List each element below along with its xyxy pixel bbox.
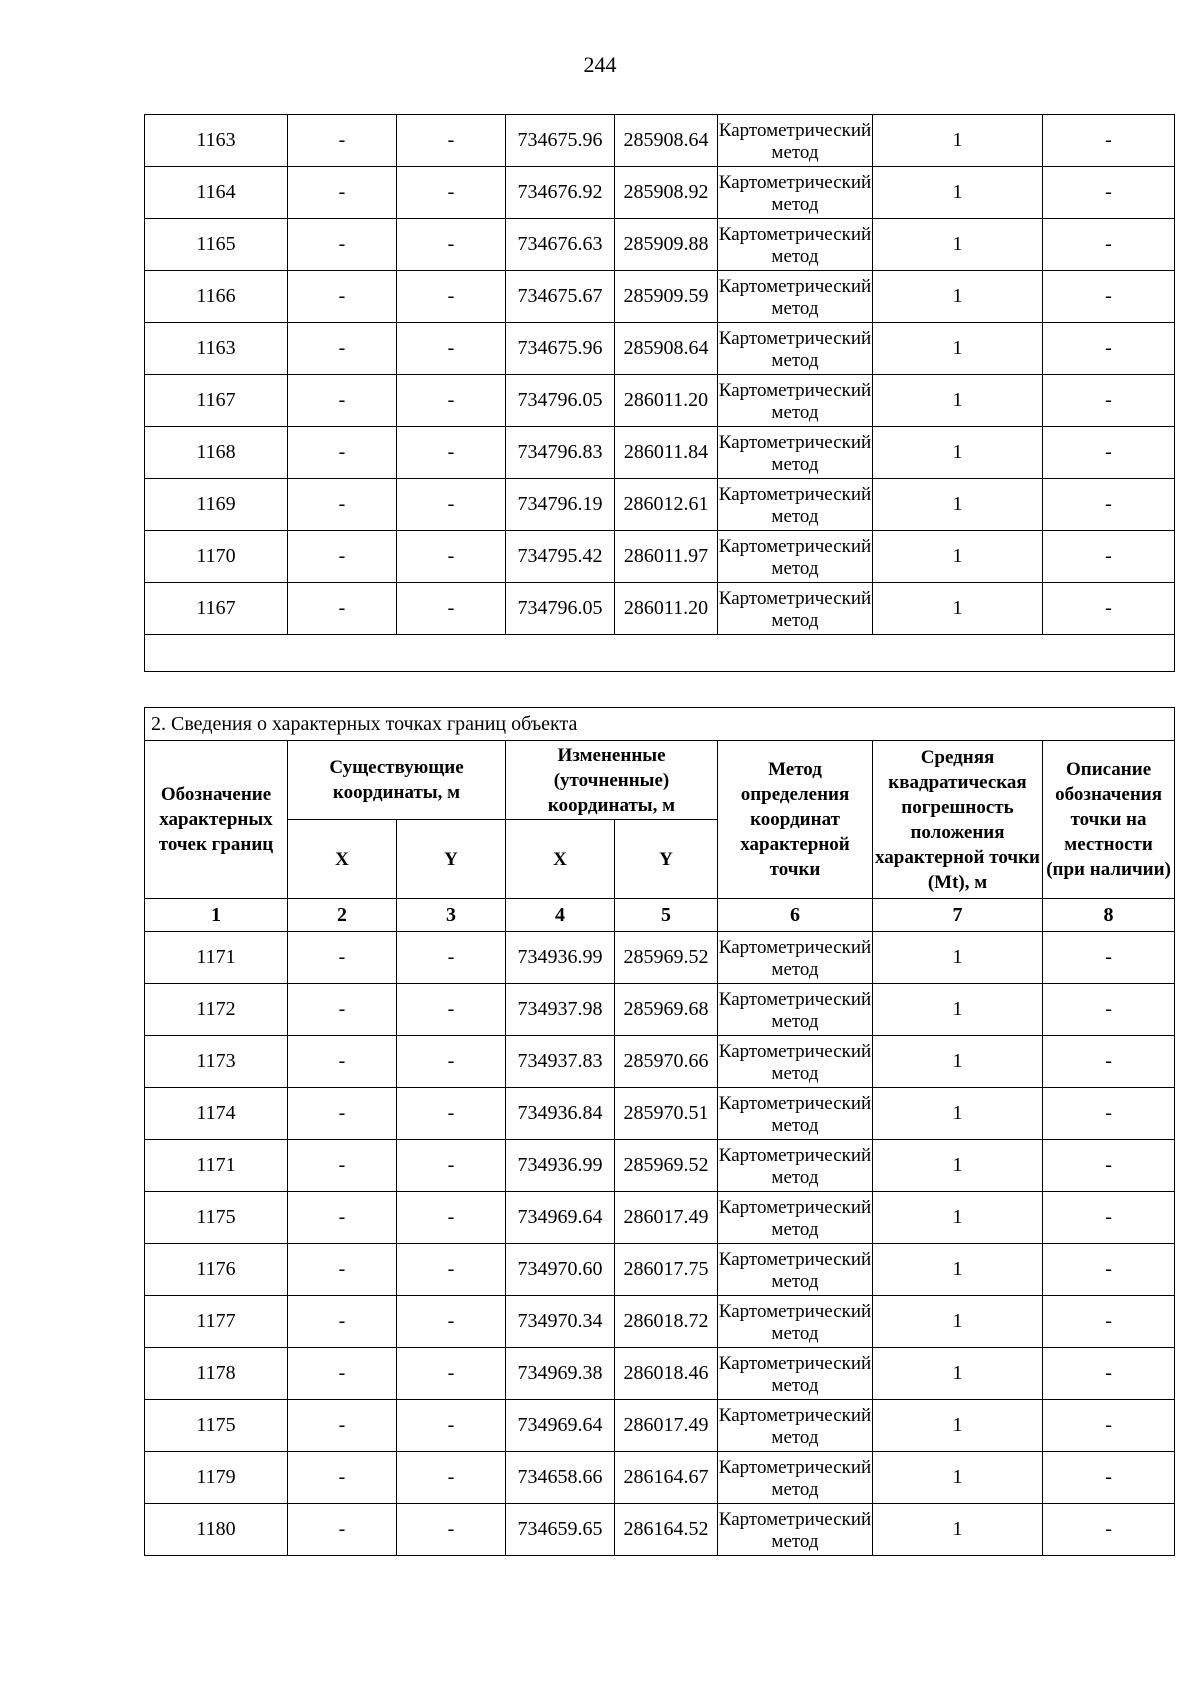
cell-description: - [1043,1088,1175,1140]
cell-mean-error: 1 [873,115,1043,167]
cell-existing-y: - [397,1088,506,1140]
cell-existing-x: - [288,323,397,375]
cell-existing-x: - [288,167,397,219]
table-row [145,984,1175,1036]
cell-description: - [1043,323,1175,375]
cell-existing-x: - [288,1140,397,1192]
cell-existing-y: - [397,219,506,271]
cell-changed-x: 734937.83 [506,1036,615,1088]
cell-mean-error: 1 [873,1400,1043,1452]
cell-existing-x: - [288,932,397,984]
cell-point-id: 1163 [145,115,288,167]
cell-point-id: 1171 [145,1140,288,1192]
table-2-body [145,932,1175,1556]
cell-existing-x: - [288,375,397,427]
header-existing-y: Y [397,820,506,899]
cell-description: - [1043,219,1175,271]
cell-changed-x: 734675.67 [506,271,615,323]
table-row [145,932,1175,984]
cell-description: - [1043,167,1175,219]
cell-method: Картометрический метод [718,427,873,479]
cell-method: Картометрический метод [718,1504,873,1556]
cell-method: Картометрический метод [718,984,873,1036]
cell-changed-x: 734936.99 [506,1140,615,1192]
cell-point-id: 1168 [145,427,288,479]
cell-existing-y: - [397,427,506,479]
cell-existing-x: - [288,531,397,583]
column-number: 8 [1043,899,1175,932]
cell-existing-x: - [288,479,397,531]
cell-existing-x: - [288,1244,397,1296]
cell-changed-x: 734658.66 [506,1452,615,1504]
cell-existing-y: - [397,1452,506,1504]
column-number: 6 [718,899,873,932]
cell-description: - [1043,1140,1175,1192]
cell-existing-y: - [397,115,506,167]
column-number: 3 [397,899,506,932]
cell-mean-error: 1 [873,932,1043,984]
cell-existing-x: - [288,1348,397,1400]
cell-changed-y: 285908.64 [615,115,718,167]
cell-method: Картометрический метод [718,167,873,219]
cell-changed-x: 734675.96 [506,115,615,167]
cell-changed-y: 286011.97 [615,531,718,583]
cell-mean-error: 1 [873,271,1043,323]
cell-changed-x: 734676.92 [506,167,615,219]
table-row [145,1296,1175,1348]
cell-description: - [1043,932,1175,984]
cell-changed-x: 734937.98 [506,984,615,1036]
cell-changed-x: 734969.38 [506,1348,615,1400]
cell-existing-y: - [397,323,506,375]
table-row [145,1140,1175,1192]
cell-point-id: 1170 [145,531,288,583]
column-number: 1 [145,899,288,932]
cell-mean-error: 1 [873,1452,1043,1504]
cell-method: Картометрический метод [718,531,873,583]
cell-existing-y: - [397,1348,506,1400]
header-existing-x: X [288,820,397,899]
cell-description: - [1043,479,1175,531]
cell-mean-error: 1 [873,323,1043,375]
cell-existing-x: - [288,1036,397,1088]
cell-mean-error: 1 [873,479,1043,531]
cell-changed-x: 734970.60 [506,1244,615,1296]
cell-point-id: 1171 [145,932,288,984]
cell-method: Картометрический метод [718,323,873,375]
cell-changed-x: 734796.83 [506,427,615,479]
cell-existing-x: - [288,1192,397,1244]
cell-method: Картометрический метод [718,932,873,984]
table-row [145,1348,1175,1400]
cell-point-id: 1180 [145,1504,288,1556]
cell-mean-error: 1 [873,219,1043,271]
cell-description: - [1043,1452,1175,1504]
cell-changed-x: 734970.34 [506,1296,615,1348]
table-row [145,1036,1175,1088]
table-row [145,583,1175,635]
page-number: 244 [583,52,617,77]
cell-description: - [1043,1192,1175,1244]
cell-method: Картометрический метод [718,479,873,531]
cell-changed-y: 285969.68 [615,984,718,1036]
cell-description: - [1043,1244,1175,1296]
cell-description: - [1043,1400,1175,1452]
cell-changed-y: 285969.52 [615,1140,718,1192]
cell-mean-error: 1 [873,984,1043,1036]
table-row [145,271,1175,323]
cell-changed-x: 734676.63 [506,219,615,271]
cell-point-id: 1169 [145,479,288,531]
table-row [145,219,1175,271]
cell-method: Картометрический метод [718,1452,873,1504]
cell-point-id: 1175 [145,1400,288,1452]
cell-existing-x: - [288,1452,397,1504]
cell-existing-y: - [397,583,506,635]
cell-existing-y: - [397,479,506,531]
cell-changed-x: 734795.42 [506,531,615,583]
cell-changed-y: 285908.92 [615,167,718,219]
table-row [145,1452,1175,1504]
cell-changed-y: 285970.51 [615,1088,718,1140]
cell-changed-y: 285969.52 [615,932,718,984]
table-row [145,427,1175,479]
cell-existing-y: - [397,1296,506,1348]
cell-point-id: 1163 [145,323,288,375]
cell-point-id: 1173 [145,1036,288,1088]
cell-changed-y: 286011.84 [615,427,718,479]
table-row [145,167,1175,219]
cell-changed-y: 285909.88 [615,219,718,271]
cell-existing-y: - [397,375,506,427]
cell-point-id: 1176 [145,1244,288,1296]
cell-existing-x: - [288,427,397,479]
cell-existing-x: - [288,1400,397,1452]
cell-method: Картометрический метод [718,1348,873,1400]
cell-changed-x: 734936.99 [506,932,615,984]
cell-existing-y: - [397,531,506,583]
cell-description: - [1043,271,1175,323]
header-changed-x: X [506,820,615,899]
cell-mean-error: 1 [873,1348,1043,1400]
cell-method: Картометрический метод [718,1192,873,1244]
table-row [145,531,1175,583]
cell-point-id: 1166 [145,271,288,323]
header-method: Метод определения координат характерной точки [718,741,873,899]
cell-point-id: 1179 [145,1452,288,1504]
cell-method: Картометрический метод [718,115,873,167]
boundary-points-table [144,707,1175,1556]
cell-mean-error: 1 [873,1244,1043,1296]
cell-mean-error: 1 [873,167,1043,219]
header-designation: Обозначение характерных точек границ [145,741,288,899]
cell-existing-y: - [397,167,506,219]
cell-mean-error: 1 [873,1036,1043,1088]
cell-changed-y: 286017.75 [615,1244,718,1296]
header-changed-y: Y [615,820,718,899]
cell-mean-error: 1 [873,1296,1043,1348]
cell-point-id: 1175 [145,1192,288,1244]
cell-changed-y: 286017.49 [615,1400,718,1452]
cell-changed-x: 734936.84 [506,1088,615,1140]
cell-method: Картометрический метод [718,1036,873,1088]
cell-existing-x: - [288,984,397,1036]
cell-mean-error: 1 [873,1192,1043,1244]
cell-existing-y: - [397,1192,506,1244]
cell-description: - [1043,984,1175,1036]
cell-existing-y: - [397,1244,506,1296]
table-1-body [145,115,1175,635]
table-row [145,115,1175,167]
cell-description: - [1043,427,1175,479]
table-row [145,479,1175,531]
cell-existing-y: - [397,1504,506,1556]
cell-changed-x: 734659.65 [506,1504,615,1556]
cell-changed-x: 734796.05 [506,583,615,635]
cell-point-id: 1167 [145,583,288,635]
cell-description: - [1043,115,1175,167]
cell-changed-y: 285908.64 [615,323,718,375]
cell-existing-y: - [397,271,506,323]
table-row [145,1244,1175,1296]
column-number: 2 [288,899,397,932]
cell-existing-x: - [288,271,397,323]
cell-description: - [1043,375,1175,427]
cell-method: Картометрический метод [718,1088,873,1140]
cell-existing-x: - [288,1504,397,1556]
cell-point-id: 1178 [145,1348,288,1400]
cell-existing-y: - [397,1400,506,1452]
cell-description: - [1043,1504,1175,1556]
cell-changed-y: 286011.20 [615,583,718,635]
column-number: 4 [506,899,615,932]
table-row [145,375,1175,427]
cell-mean-error: 1 [873,1088,1043,1140]
table-caption: 2. Сведения о характерных точках границ объекта [145,708,1175,741]
cell-changed-x: 734969.64 [506,1192,615,1244]
cell-mean-error: 1 [873,427,1043,479]
cell-existing-y: - [397,932,506,984]
cell-description: - [1043,1036,1175,1088]
cell-method: Картометрический метод [718,271,873,323]
cell-point-id: 1167 [145,375,288,427]
cell-method: Картометрический метод [718,583,873,635]
table-row [145,1088,1175,1140]
cell-changed-y: 286164.67 [615,1452,718,1504]
cell-description: - [1043,583,1175,635]
table-row [145,323,1175,375]
cell-method: Картометрический метод [718,219,873,271]
header-changed-coordinates: Измененные (уточненные) координаты, м [506,741,718,820]
cell-point-id: 1165 [145,219,288,271]
cell-changed-y: 286017.49 [615,1192,718,1244]
cell-changed-y: 285970.66 [615,1036,718,1088]
cell-mean-error: 1 [873,1140,1043,1192]
cell-changed-y: 286164.52 [615,1504,718,1556]
cell-description: - [1043,1348,1175,1400]
column-number: 7 [873,899,1043,932]
cell-existing-y: - [397,984,506,1036]
cell-method: Картометрический метод [718,1244,873,1296]
cell-changed-y: 286018.46 [615,1348,718,1400]
cell-changed-x: 734675.96 [506,323,615,375]
cell-existing-y: - [397,1036,506,1088]
cell-method: Картометрический метод [718,1400,873,1452]
cell-point-id: 1177 [145,1296,288,1348]
coordinates-table-continued [144,114,1175,672]
cell-mean-error: 1 [873,375,1043,427]
cell-method: Картометрический метод [718,1296,873,1348]
cell-mean-error: 1 [873,531,1043,583]
cell-existing-y: - [397,1140,506,1192]
header-mean-error: Средняя квадратическая погрешность положения характерной точки (Mt), м [873,741,1043,899]
cell-existing-x: - [288,583,397,635]
cell-description: - [1043,531,1175,583]
cell-point-id: 1174 [145,1088,288,1140]
table-row [145,1400,1175,1452]
column-numbers-row [145,899,1175,932]
table-row [145,1504,1175,1556]
cell-changed-x: 734796.19 [506,479,615,531]
column-number: 5 [615,899,718,932]
table-1-empty-row [145,635,1175,672]
cell-existing-x: - [288,1296,397,1348]
cell-mean-error: 1 [873,583,1043,635]
cell-changed-y: 286018.72 [615,1296,718,1348]
cell-changed-x: 734796.05 [506,375,615,427]
cell-method: Картометрический метод [718,375,873,427]
cell-existing-x: - [288,1088,397,1140]
cell-point-id: 1172 [145,984,288,1036]
cell-changed-y: 286012.61 [615,479,718,531]
header-existing-coordinates: Существующие координаты, м [288,741,506,820]
table-row [145,1192,1175,1244]
cell-mean-error: 1 [873,1504,1043,1556]
cell-description: - [1043,1296,1175,1348]
cell-method: Картометрический метод [718,1140,873,1192]
cell-changed-y: 285909.59 [615,271,718,323]
cell-changed-x: 734969.64 [506,1400,615,1452]
cell-existing-x: - [288,219,397,271]
header-description: Описание обозначения точки на местности (при наличии) [1043,741,1175,899]
cell-existing-x: - [288,115,397,167]
cell-changed-y: 286011.20 [615,375,718,427]
cell-point-id: 1164 [145,167,288,219]
